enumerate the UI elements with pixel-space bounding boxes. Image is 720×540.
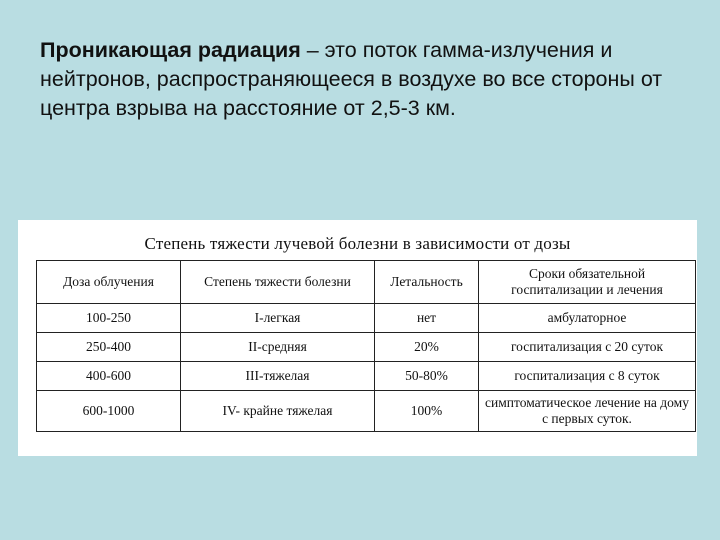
cell-severity: III-тяжелая bbox=[181, 362, 375, 391]
header-dose: Доза облучения bbox=[37, 261, 181, 304]
cell-severity: II-средняя bbox=[181, 333, 375, 362]
cell-hospitalization: госпитализация с 8 суток bbox=[479, 362, 696, 391]
header-severity: Степень тяжести болезни bbox=[181, 261, 375, 304]
cell-lethality: 50-80% bbox=[375, 362, 479, 391]
cell-dose: 250-400 bbox=[37, 333, 181, 362]
cell-lethality: 100% bbox=[375, 391, 479, 432]
cell-hospitalization: госпитализация с 20 суток bbox=[479, 333, 696, 362]
table-title: Степень тяжести лучевой болезни в зависимости от дозы bbox=[144, 234, 571, 253]
cell-severity: IV- крайне тяжелая bbox=[181, 391, 375, 432]
table-header-row bbox=[37, 261, 696, 304]
header-lethality: Летальность bbox=[375, 261, 479, 304]
cell-dose: 400-600 bbox=[37, 362, 181, 391]
cell-lethality: нет bbox=[375, 304, 479, 333]
cell-dose: 100-250 bbox=[37, 304, 181, 333]
table-row bbox=[37, 333, 696, 362]
cell-severity: I-легкая bbox=[181, 304, 375, 333]
table-row bbox=[37, 304, 696, 333]
dose-table-image bbox=[18, 220, 697, 456]
cell-hospitalization: амбулаторное bbox=[479, 304, 696, 333]
intro-definition: – это поток гамма-излучения и нейтронов, распространяющееся в воздухе во все стороны от центра взрыва на расстояние от 2,5-3 км. bbox=[40, 38, 663, 120]
header-hospitalization: Сроки обязательной госпитализации и лечения bbox=[479, 261, 696, 304]
cell-hospitalization: симптоматическое лечение на дому с первых суток. bbox=[479, 391, 696, 432]
cell-lethality: 20% bbox=[375, 333, 479, 362]
table-row bbox=[37, 362, 696, 391]
cell-dose: 600-1000 bbox=[37, 391, 181, 432]
dose-table bbox=[36, 260, 696, 432]
table-row bbox=[37, 391, 696, 432]
intro-term: Проникающая радиация bbox=[40, 38, 301, 62]
intro-paragraph bbox=[40, 36, 690, 123]
